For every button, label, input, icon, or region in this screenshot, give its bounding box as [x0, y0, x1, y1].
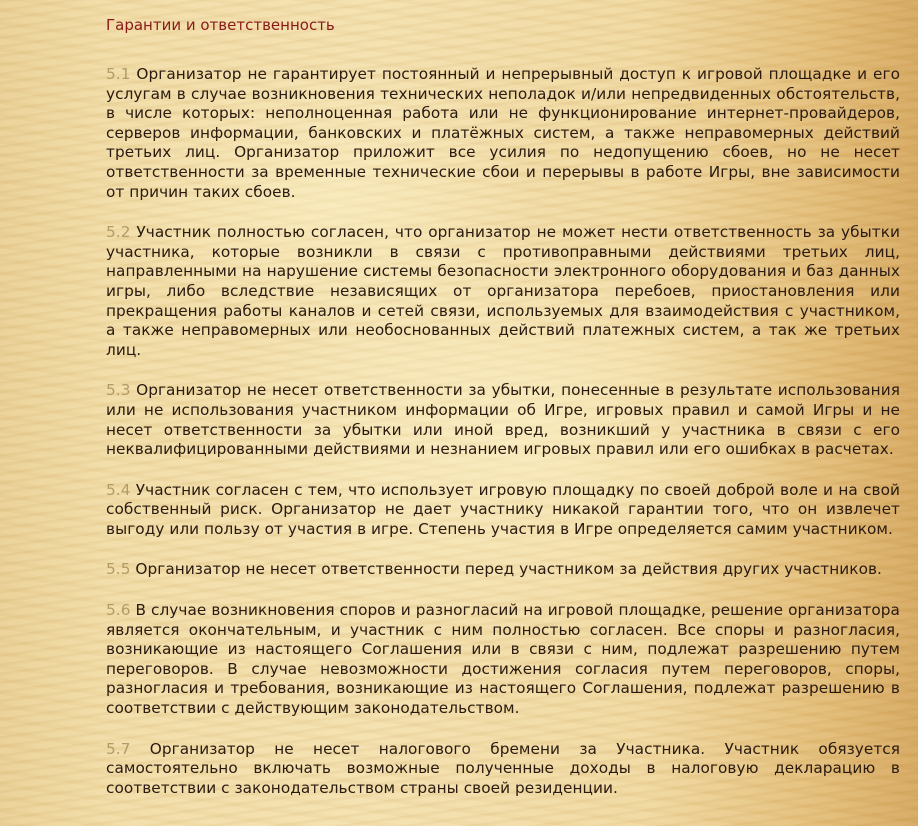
clause-number: 5.2 [106, 223, 131, 242]
clause-text: Организатор не гарантирует постоянный и непрерывный доступ к игровой площадке и его услугам в случае возникновения технических неполадок и/или непредвиденных обстоятельств, в числе которых: неполноценная работа или не функционирование интернет-провайдеров, серверов информации, банковских и платёжных систем, а также неправомерных действий третьих лиц. Организатор приложит все усилия по недопущению сбоев, но не несет ответственности за временные технические сбои и перерывы в работе Игры, вне зависимости от причин таких сбоев. [106, 65, 900, 201]
clause-number: 5.6 [106, 601, 131, 620]
terms-section [106, 14, 900, 819]
clause-number: 5.5 [106, 560, 131, 579]
clause-5-1 [106, 65, 900, 202]
clause-5-4 [106, 481, 900, 540]
clause-5-3 [106, 381, 900, 459]
clause-number: 5.3 [106, 381, 131, 400]
clause-number: 5.4 [106, 480, 131, 499]
clause-5-7 [106, 740, 900, 799]
clause-text: В случае возникновения споров и разногласий на игровой площадке, решение организатора является окончательным, и участник с ним полностью согласен. Все споры и разногласия, возникающие из настоящего Соглашения или в связи с ним, подлежат разрешению путем переговоров. В случае невозможности достижения согласия путем переговоров, споры, разногласия и требования, возникающие из настоящего Соглашения, подлежат разрешению в соответствии с действующим законодательством. [106, 601, 900, 718]
clause-text: Организатор не несет налогового бремени за Участника. Участник обязуется самостоятельно включать возможные полученные доходы в налоговую декларацию в соответствии с законодательством страны своей резиденции. [106, 739, 900, 797]
clause-text: Организатор не несет ответственности за убытки, понесенные в результате использования или не использования участником информации об Игре, игровых правил и самой Игры и не несет ответственности за убытки или иной вред, возникший у участника в связи с его неквалифицированными действиями и незнанием игровых правил или его ошибках в расчетах. [106, 381, 900, 459]
clause-text: Участник согласен с тем, что использует игровую площадку по своей доброй воле и на свой собственный риск. Организатор не дает участнику никакой гарантии того, что он извлечет выгоду или пользу от участия в игре. Степень участия в Игре определяется самим участником. [106, 480, 900, 538]
clause-5-2 [106, 223, 900, 360]
clause-text: Организатор не несет ответственности перед участником за действия других участников. [135, 560, 882, 579]
clause-5-5 [106, 560, 900, 580]
clause-number: 5.1 [106, 65, 131, 83]
clause-number: 5.7 [106, 739, 131, 758]
clause-5-6 [106, 601, 900, 719]
clause-text: Участник полностью согласен, что организатор не может нести ответственность за убытки участника, которые возникли в связи с противоправными действиями третьих лиц, направленными на нарушение системы безопасности электронного оборудования и баз данных игры, либо вследствие независящих от организатора перебоев, приостановления или прекращения работы каналов и сетей связи, используемых для взаимодействия с участником, а также неправомерных или необоснованных действий платежных систем, а так же третьих лиц. [106, 223, 901, 359]
section-title: Гарантии и ответственность [106, 16, 335, 34]
